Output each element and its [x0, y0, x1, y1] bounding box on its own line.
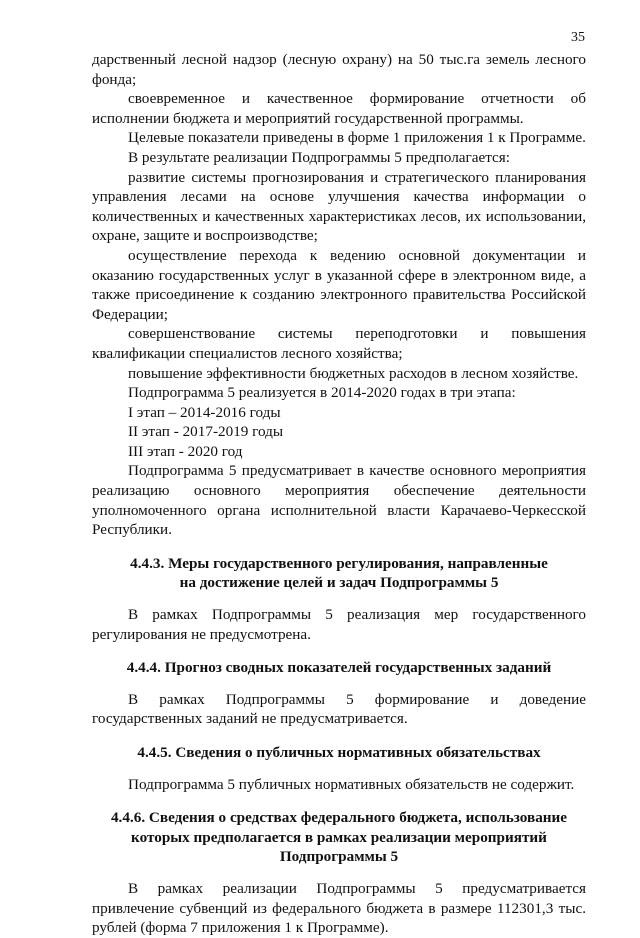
- section-body-4-4-4: В рамках Подпрограммы 5 формирование и доведение государственных заданий не предусматривается.: [92, 690, 586, 728]
- paragraph: II этап - 2017-2019 годы: [128, 423, 284, 441]
- paragraph: своевременное и качественное формирование отчетности об исполнении бюджета и мероприятий государственной программы.: [92, 90, 586, 127]
- paragraph: развитие системы прогнозирования и стратегического планирования управления лесами на основе улучшения качества информации о количественных и качественных характеристиках лесов, их использовании, охране, защите и воспроизводстве;: [92, 168, 586, 245]
- section-body-4-4-6: В рамках реализации Подпрограммы 5 предусматривается привлечение субвенций из федерального бюджета в размере 112301,3 тыс. рублей (форма 7 приложения 1 к Программе).: [92, 879, 586, 937]
- paragraph: дарственный лесной надзор (лесную охрану) на 50 тыс.га земель лесного фонда;: [92, 51, 586, 88]
- paragraph: осуществление перехода к ведению основной документации и оказанию государственных услуг в указанной сфере в электронном виде, а также присоединение к созданию электронного правительства Российской Федерации;: [92, 246, 586, 323]
- section-heading-4-4-6: 4.4.6. Сведения о средствах федерального бюджета, использование: [110, 809, 568, 827]
- paragraph: Целевые показатели приведены в форме 1 приложения 1 к Программе.: [128, 129, 586, 147]
- paragraph: совершенствование системы переподготовки и повышения квалификации специалистов лесного хозяйства;: [92, 325, 586, 362]
- paragraph: повышение эффективности бюджетных расходов в лесном хозяйстве.: [128, 364, 579, 382]
- section-heading-4-4-6-line3: Подпрограммы 5: [279, 848, 399, 866]
- section-heading-4-4-5: 4.4.5. Сведения о публичных нормативных обязательствах: [137, 744, 541, 761]
- paragraph: I этап – 2014-2016 годы: [128, 403, 281, 421]
- section-body-4-4-5: Подпрограмма 5 публичных нормативных обязательств не содержит.: [128, 775, 575, 793]
- paragraph-group-intro: [92, 50, 586, 540]
- section-body-4-4-3: В рамках Подпрограммы 5 реализация мер государственного регулирования не предусмотрена.: [92, 606, 586, 643]
- paragraph: Подпрограмма 5 реализуется в 2014-2020 годах в три этапа:: [128, 384, 516, 402]
- section-heading-4-4-6-line2: которых предполагается в рамках реализации мероприятий: [131, 828, 547, 846]
- paragraph: В результате реализации Подпрограммы 5 предполагается:: [128, 148, 510, 166]
- page-number: 35: [571, 30, 585, 45]
- document-body: [92, 50, 586, 938]
- section-heading-4-4-3-line2: на достижение целей и задач Подпрограммы 5: [179, 574, 499, 592]
- paragraph: III этап - 2020 год: [128, 442, 243, 460]
- section-heading-4-4-4: 4.4.4. Прогноз сводных показателей государственных заданий: [126, 659, 552, 677]
- section-heading-4-4-3: 4.4.3. Меры государственного регулирования, направленные: [130, 554, 548, 572]
- paragraph: Подпрограмма 5 предусматривает в качестве основного мероприятия реализацию основного мероприятия обеспечение деятельности уполномоченного органа исполнительной власти Карачаево-Черкесской Республики.: [92, 462, 586, 539]
